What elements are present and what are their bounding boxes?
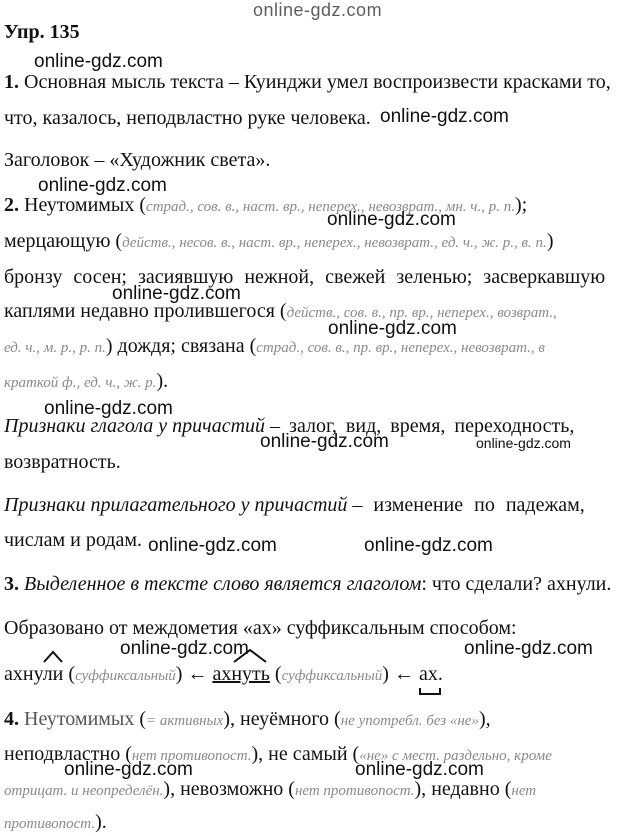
watermark: online-gdz.com [327,209,456,230]
word: ахнули [4,663,64,685]
task-number: 1. [4,71,19,93]
spelling-note: отрицат. и неопределён. [4,783,164,799]
formation-method: суффиксальный [281,668,383,684]
derivation-arrow: ← [393,663,414,685]
derivation-arrow: ← [187,663,208,685]
morph-note: страд., сов. в., наст. вр., неперех., невозврат., мн. ч., р. п. [146,199,515,215]
adj-features-line1 [4,493,620,517]
task-number: 3. [4,573,19,595]
watermark: online-gdz.com [476,435,571,451]
word: не самый [268,743,348,765]
word: Неутомимых [24,708,135,730]
suffix-mark [42,650,64,664]
root-word [419,662,438,686]
spelling-note: «не» с мест. раздельно, кроме [359,748,552,764]
root-mark [418,686,442,696]
formed-word [4,662,63,686]
spelling-note: не употребл. без «не» [340,713,479,729]
suffix-mark [232,648,268,664]
verb-features-text: – залог, вид, время, переходность, [270,415,575,437]
watermark: online-gdz.com [34,51,163,72]
task1-line2: что, казалось, неподвластно руке человека. [4,107,371,129]
spelling-note: противопост. [4,816,96,832]
task3-answer: : что сделали? ахнули. [421,573,612,595]
morph-note: краткой ф., ед. ч., ж. р. [4,375,157,391]
morph-note: действ., сов. в., пр. вр., неперех., возврат., [286,305,557,321]
watermark: online-gdz.com [120,638,249,659]
watermark: online-gdz.com [380,106,509,127]
text-fragment: каплями недавно пролившегося [4,300,275,322]
word: невозможно [180,778,284,800]
task3-line2: Образовано от междометия «ах» суффиксальным способом: [4,617,517,639]
formation-method: суффиксальный [75,668,176,684]
watermark: online-gdz.com [148,535,277,556]
watermark: online-gdz.com [112,283,241,304]
task2-line3: бронзу сосен; засиявшую нежной, свежей зеленью; засверкавшую [4,266,606,288]
morph-note: ед. ч., м. р., р. п. [4,340,106,356]
spelling-note: нет противопост. [131,748,252,764]
task1-line1 [4,70,620,94]
task2-line1: 2. Неутомимых (страд., сов. в., наст. вр., неперех., невозврат., мн. ч., р. п.); [4,194,528,216]
task2-line6: краткой ф., ед. ч., ж. р.). [4,370,169,392]
verb-features-line2: возвратность. [4,451,121,473]
task2-line5: ед. ч., м. р., р. п.) дождя; связана (страд., сов. в., пр. вр., неперех., невозврат., в [4,335,545,357]
watermark: online-gdz.com [64,759,193,780]
spelling-note: нет противопост. [294,783,415,799]
watermark: online-gdz.com [464,638,593,659]
task2-line2: мерцающую (действ., несов. в., наст. вр., неперех., невозврат., ед. ч., ж. р., в. п.) [4,230,554,252]
word-formation-chain: ахнули (суффиксальный) ← ахнуть (суффиксальный) ← ах . [4,662,620,688]
verb-features-label: Признаки глагола у причастий [4,415,266,437]
task4-line4: противопост.). [4,811,107,833]
word: неуёмного [240,708,330,730]
watermark: online-gdz.com [355,759,484,780]
task1-text: Основная мысль текста – Куинджи умел воспроизвести красками то, [24,71,611,93]
adj-features-label: Признаки прилагательного у причастий [4,494,348,516]
task-number: 2. [4,194,19,216]
watermark: online-gdz.com [364,535,493,556]
spelling-note: нет [511,783,537,799]
word: ахнуть [212,663,270,685]
watermark: online-gdz.com [328,318,457,339]
morph-note: страд., сов. в., пр. вр., неперех., невозврат., в [256,340,545,356]
watermark-top: online-gdz.com [253,0,383,20]
task4-line3: отрицат. и неопределён.), невозможно (нет противопост.), недавно (нет [4,778,537,800]
word: неподвластно [4,743,121,765]
task3-line1 [4,572,620,596]
adj-features-line2: числам и родам. [4,529,142,551]
word: недавно [431,778,500,800]
verb-features-line1 [4,414,620,438]
watermark: online-gdz.com [260,431,389,452]
task-number: 4. [4,708,19,730]
spelling-note: = активных [146,713,224,729]
task2-line4: каплями недавно пролившегося (действ., сов. в., пр. вр., неперех., возврат., [4,300,557,322]
task4-line1: 4. Неутомимых (= активных), неуёмного (не употребл. без «не»), [4,708,491,730]
adj-features-text: – изменение по падежам, [352,494,585,516]
morph-note: действ., несов. в., наст. вр., неперех., невозврат., ед. ч., ж. р., в. п. [122,235,547,251]
participle-word: мерцающую [4,230,111,252]
base-word [212,662,269,686]
text-fragment: дождя; связана [117,335,245,357]
watermark: online-gdz.com [38,175,167,196]
task4-line2: неподвластно (нет противопост.), не самый («не» с мест. раздельно, кроме [4,743,552,765]
task1-line3: Заголовок – «Художник света». [4,149,271,171]
exercise-title: Упр. 135 [4,21,80,43]
watermark: online-gdz.com [44,398,173,419]
task3-label: Выделенное в тексте слово является глаголом [24,573,422,595]
word: ах [418,663,438,685]
participle-word: Неутомимых [24,194,135,216]
